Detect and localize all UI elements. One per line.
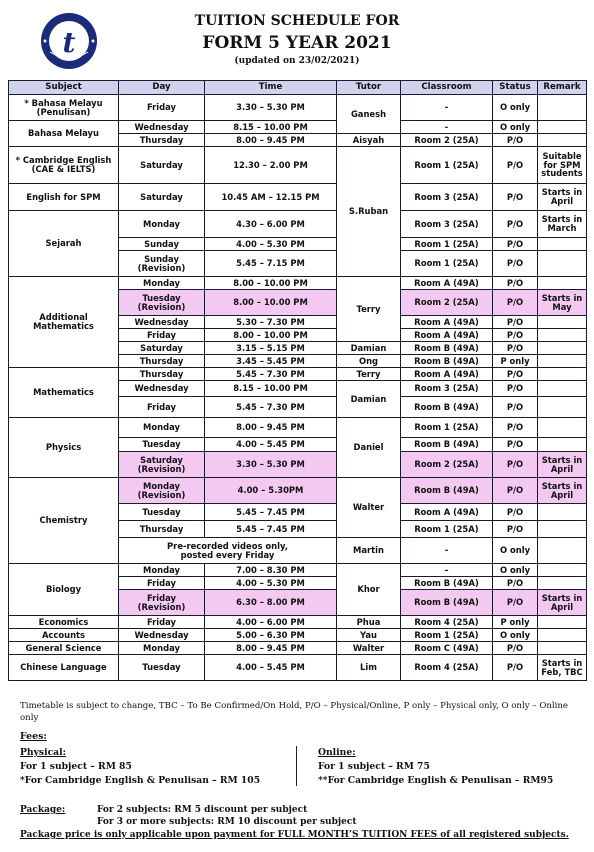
package-section	[20, 804, 357, 828]
remark-cell	[538, 355, 587, 368]
fees-online-line2: **For Cambridge English & Penulisan – RM95	[318, 775, 554, 786]
tutor-cell: Martin	[337, 538, 401, 564]
tutor-cell: Aisyah	[337, 134, 401, 147]
status-cell: P/O	[493, 452, 538, 478]
remark-cell	[538, 329, 587, 342]
status-cell: O only	[493, 538, 538, 564]
fees-title: Fees:	[20, 731, 47, 742]
day-cell: Friday	[119, 397, 205, 418]
remark-cell	[538, 381, 587, 397]
time-cell: 5.45 – 7.45 PM	[205, 504, 337, 521]
status-cell: P/O	[493, 316, 538, 329]
remark-cell	[538, 642, 587, 655]
remark-cell	[538, 368, 587, 381]
status-cell: P/O	[493, 397, 538, 418]
classroom-cell: Room 4 (25A)	[401, 616, 493, 629]
remark-cell: Suitable for SPM students	[538, 147, 587, 184]
remark-cell	[538, 277, 587, 290]
time-cell: 8.00 – 10.00 PM	[205, 290, 337, 316]
table-row	[9, 478, 587, 504]
fees-physical	[20, 746, 260, 788]
status-cell: P/O	[493, 184, 538, 211]
subject-cell: Physics	[9, 418, 119, 478]
status-cell: P/O	[493, 147, 538, 184]
day-cell: Saturday	[119, 184, 205, 211]
tutor-cell: Ong	[337, 355, 401, 368]
time-cell: 4.30 – 6.00 PM	[205, 211, 337, 238]
status-cell: O only	[493, 95, 538, 121]
day-cell: Thursday	[119, 368, 205, 381]
classroom-cell: Room 1 (25A)	[401, 238, 493, 251]
classroom-cell: -	[401, 538, 493, 564]
status-cell: O only	[493, 564, 538, 577]
table-row	[9, 564, 587, 577]
status-cell: P only	[493, 355, 538, 368]
col-subject: Subject	[9, 81, 119, 95]
classroom-cell: Room 3 (25A)	[401, 211, 493, 238]
time-cell: 3.30 – 5.30 PM	[205, 452, 337, 478]
time-cell: 5.45 – 7.15 PM	[205, 251, 337, 277]
day-cell: Tuesday	[119, 438, 205, 452]
package-note: Package price is only applicable upon payment for FULL MONTH’S TUITION FEES of all registered subjects.	[20, 830, 569, 840]
day-cell: Monday	[119, 418, 205, 438]
day-cell: Saturday (Revision)	[119, 452, 205, 478]
table-row	[9, 95, 587, 121]
tutor-cell: Walter	[337, 478, 401, 538]
status-cell: P/O	[493, 642, 538, 655]
tutor-cell: Terry	[337, 277, 401, 342]
classroom-cell: Room B (49A)	[401, 590, 493, 616]
status-cell: P/O	[493, 329, 538, 342]
classroom-cell: Room A (49A)	[401, 277, 493, 290]
tutor-cell: Daniel	[337, 418, 401, 478]
subject-cell: Bahasa Melayu	[9, 121, 119, 147]
time-cell: 5.00 – 6.30 PM	[205, 629, 337, 642]
time-cell: 3.45 – 5.45 PM	[205, 355, 337, 368]
day-cell: Tuesday (Revision)	[119, 290, 205, 316]
subject-cell: Additional Mathematics	[9, 277, 119, 368]
fees-online-head: Online:	[318, 747, 356, 758]
status-cell: P only	[493, 616, 538, 629]
table-row	[9, 277, 587, 290]
remark-cell	[538, 418, 587, 438]
day-cell: Monday	[119, 642, 205, 655]
status-cell: P/O	[493, 438, 538, 452]
classroom-cell: –	[401, 564, 493, 577]
day-cell: Tuesday	[119, 504, 205, 521]
time-cell: 4.00 – 5.30 PM	[205, 577, 337, 590]
classroom-cell: Room C (49A)	[401, 642, 493, 655]
subject-cell: Mathematics	[9, 368, 119, 418]
col-tutor: Tutor	[337, 81, 401, 95]
table-row	[9, 655, 587, 681]
table-row	[9, 616, 587, 629]
status-cell: P/O	[493, 590, 538, 616]
table-row	[9, 629, 587, 642]
classroom-cell: Room B (49A)	[401, 577, 493, 590]
col-classroom: Classroom	[401, 81, 493, 95]
time-cell: 4.00 – 5.45 PM	[205, 438, 337, 452]
fees-online-line1: For 1 subject – RM 75	[318, 761, 430, 772]
remark-cell: Starts in May	[538, 290, 587, 316]
time-cell: 5.45 – 7.45 PM	[205, 521, 337, 538]
time-cell: 8.00 – 10.00 PM	[205, 329, 337, 342]
col-remark: Remark	[538, 81, 587, 95]
time-cell: 5.45 – 7.30 PM	[205, 397, 337, 418]
day-cell: Monday	[119, 564, 205, 577]
remark-cell	[538, 521, 587, 538]
status-cell: O only	[493, 629, 538, 642]
classroom-cell: Room B (49A)	[401, 397, 493, 418]
remark-cell: Starts in April	[538, 590, 587, 616]
time-cell: 5.30 – 7.30 PM	[205, 316, 337, 329]
time-cell: 4.00 – 5.30 PM	[205, 238, 337, 251]
time-cell: 7.00 – 8.30 PM	[205, 564, 337, 577]
time-cell: 4.00 – 6.00 PM	[205, 616, 337, 629]
status-cell: P/O	[493, 251, 538, 277]
day-cell: Pre-recorded videos only, posted every Friday	[119, 538, 337, 564]
table-row	[9, 121, 587, 134]
classroom-cell: Room A (49A)	[401, 329, 493, 342]
table-row	[9, 147, 587, 184]
classroom-cell: -	[401, 121, 493, 134]
time-cell: 10.45 AM – 12.15 PM	[205, 184, 337, 211]
remark-cell	[538, 577, 587, 590]
svg-text:t: t	[62, 26, 76, 59]
table-row	[9, 368, 587, 381]
day-cell: Friday	[119, 577, 205, 590]
package-line2: For 3 or more subjects: RM 10 discount per subject	[97, 817, 357, 827]
classroom-cell: Room 1 (25A)	[401, 251, 493, 277]
time-cell: 4.00 – 5.30PM	[205, 478, 337, 504]
day-cell: Monday	[119, 277, 205, 290]
remark-cell	[538, 538, 587, 564]
remark-cell	[538, 564, 587, 577]
classroom-cell: Room A (49A)	[401, 316, 493, 329]
time-cell: 5.45 – 7.30 PM	[205, 368, 337, 381]
remark-cell	[538, 134, 587, 147]
day-cell: Monday (Revision)	[119, 478, 205, 504]
remark-cell	[538, 438, 587, 452]
tutor-cell: Terry	[337, 368, 401, 381]
fees-physical-head: Physical:	[20, 747, 67, 758]
day-cell: Wednesday	[119, 381, 205, 397]
remark-cell	[538, 316, 587, 329]
status-cell: P/O	[493, 290, 538, 316]
day-cell: Friday (Revision)	[119, 590, 205, 616]
package-line1: For 2 subjects: RM 5 discount per subject	[97, 805, 308, 815]
subject-cell: * Cambridge English (CAE & IELTS)	[9, 147, 119, 184]
tutor-cell: Walter	[337, 642, 401, 655]
tutor-cell: Yau	[337, 629, 401, 642]
table-row	[9, 184, 587, 211]
page-title: TUITION SCHEDULE FOR	[194, 13, 400, 29]
status-cell: O only	[493, 121, 538, 134]
classroom-cell: Room 1 (25A)	[401, 521, 493, 538]
tutor-cell: Khor	[337, 564, 401, 616]
fees-divider	[296, 746, 297, 786]
remark-cell: Starts in March	[538, 211, 587, 238]
classroom-cell: Room A (49A)	[401, 368, 493, 381]
status-cell: P/O	[493, 504, 538, 521]
remark-cell: Starts in Feb, TBC	[538, 655, 587, 681]
classroom-cell: Room 3 (25A)	[401, 184, 493, 211]
remark-cell	[538, 504, 587, 521]
status-cell: P/O	[493, 368, 538, 381]
day-cell: Thursday	[119, 134, 205, 147]
classroom-cell: Room A (49A)	[401, 504, 493, 521]
tutor-cell: Damian	[337, 381, 401, 418]
time-cell: 3.30 – 5.30 PM	[205, 95, 337, 121]
status-cell: P/O	[493, 381, 538, 397]
schedule-table	[8, 80, 587, 681]
classroom-cell: Room 2 (25A)	[401, 134, 493, 147]
updated-date: (updated on 23/02/2021)	[234, 56, 360, 66]
fees-online	[318, 746, 553, 788]
status-cell: P/O	[493, 211, 538, 238]
time-cell: 3.15 – 5.15 PM	[205, 342, 337, 355]
time-cell: 8.15 – 10.00 PM	[205, 381, 337, 397]
time-cell: 8.00 – 10.00 PM	[205, 277, 337, 290]
remark-cell	[538, 121, 587, 134]
subject-cell: Chemistry	[9, 478, 119, 564]
day-cell: Sunday	[119, 238, 205, 251]
tutor-cell: S.Ruban	[337, 147, 401, 277]
table-row	[9, 418, 587, 438]
remark-cell	[538, 342, 587, 355]
subject-cell: English for SPM	[9, 184, 119, 211]
classroom-cell: Room 3 (25A)	[401, 381, 493, 397]
remark-cell: Starts in April	[538, 478, 587, 504]
remark-cell	[538, 616, 587, 629]
subject-cell: Economics	[9, 616, 119, 629]
col-day: Day	[119, 81, 205, 95]
day-cell: Friday	[119, 95, 205, 121]
status-cell: P/O	[493, 521, 538, 538]
day-cell: Tuesday	[119, 655, 205, 681]
time-cell: 12.30 – 2.00 PM	[205, 147, 337, 184]
remark-cell	[538, 251, 587, 277]
day-cell: Wednesday	[119, 121, 205, 134]
status-cell: P/O	[493, 277, 538, 290]
day-cell: Saturday	[119, 342, 205, 355]
tutor-cell: Phua	[337, 616, 401, 629]
day-cell: Wednesday	[119, 629, 205, 642]
day-cell: Monday	[119, 211, 205, 238]
status-cell: P/O	[493, 238, 538, 251]
time-cell: 4.00 – 5.45 PM	[205, 655, 337, 681]
table-row	[9, 642, 587, 655]
fees-physical-line1: For 1 subject – RM 85	[20, 761, 132, 772]
status-cell: P/O	[493, 134, 538, 147]
table-row	[9, 211, 587, 238]
remark-cell	[538, 629, 587, 642]
remark-cell	[538, 238, 587, 251]
status-cell: P/O	[493, 342, 538, 355]
day-cell: Sunday (Revision)	[119, 251, 205, 277]
tutor-cell: Lim	[337, 655, 401, 681]
status-cell: P/O	[493, 655, 538, 681]
subject-cell: * Bahasa Melayu (Penulisan)	[9, 95, 119, 121]
classroom-cell: Room B (49A)	[401, 355, 493, 368]
fees-physical-line2: *For Cambridge English & Penulisan – RM 105	[20, 775, 261, 786]
status-cell: P/O	[493, 577, 538, 590]
classroom-cell: Room 4 (25A)	[401, 655, 493, 681]
classroom-cell: Room 2 (25A)	[401, 452, 493, 478]
day-cell: Friday	[119, 616, 205, 629]
day-cell: Thursday	[119, 355, 205, 368]
classroom-cell: -	[401, 95, 493, 121]
classroom-cell: Room 1 (25A)	[401, 418, 493, 438]
classroom-cell: Room B (49A)	[401, 438, 493, 452]
classroom-cell: Room 2 (25A)	[401, 290, 493, 316]
time-cell: 8.00 – 9.45 PM	[205, 642, 337, 655]
timetable-note: Timetable is subject to change, TBC – To Be Confirmed/On Hold, P/O – Physical/Online, P only – Physical only, O only – Online only	[20, 701, 569, 723]
remark-cell	[538, 397, 587, 418]
status-cell: P/O	[493, 478, 538, 504]
page-subtitle: FORM 5 YEAR 2021	[202, 33, 392, 53]
time-cell: 6.30 – 8.00 PM	[205, 590, 337, 616]
remark-cell: Starts in April	[538, 184, 587, 211]
classroom-cell: Room 1 (25A)	[401, 629, 493, 642]
time-cell: 8.15 – 10.00 PM	[205, 121, 337, 134]
day-cell: Wednesday	[119, 316, 205, 329]
status-cell: P/O	[493, 418, 538, 438]
day-cell: Friday	[119, 329, 205, 342]
subject-cell: Chinese Language	[9, 655, 119, 681]
day-cell: Saturday	[119, 147, 205, 184]
remark-cell	[538, 95, 587, 121]
subject-cell: General Science	[9, 642, 119, 655]
day-cell: Thursday	[119, 521, 205, 538]
package-label: Package:	[20, 805, 66, 815]
tutor-cell: Ganesh	[337, 95, 401, 134]
subject-cell: Biology	[9, 564, 119, 616]
tutor-cell: Damian	[337, 342, 401, 355]
table-header-row	[9, 81, 587, 95]
subject-cell: Accounts	[9, 629, 119, 642]
remark-cell: Starts in April	[538, 452, 587, 478]
col-time: Time	[205, 81, 337, 95]
classroom-cell: Room B (49A)	[401, 478, 493, 504]
time-cell: 8.00 – 9.45 PM	[205, 418, 337, 438]
subject-cell: Sejarah	[9, 211, 119, 277]
col-status: Status	[493, 81, 538, 95]
time-cell: 8.00 – 9.45 PM	[205, 134, 337, 147]
classroom-cell: Room B (49A)	[401, 342, 493, 355]
classroom-cell: Room 1 (25A)	[401, 147, 493, 184]
